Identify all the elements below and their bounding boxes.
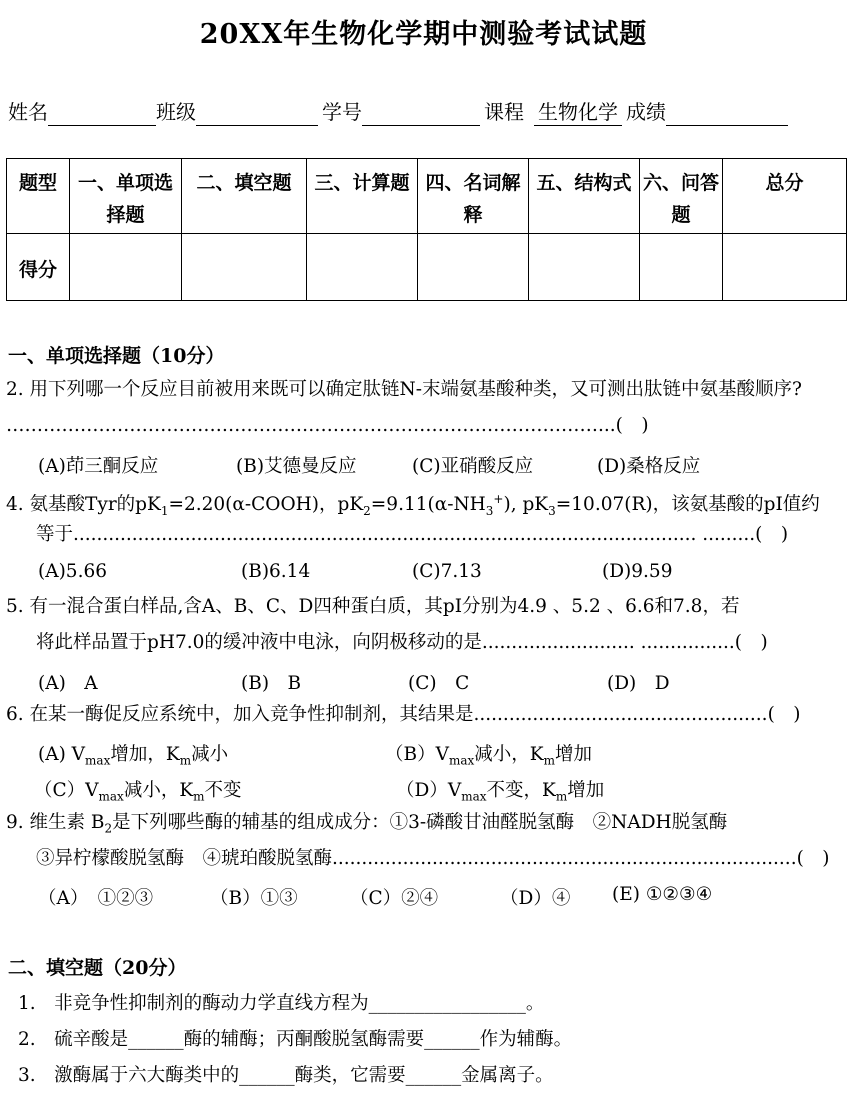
q6b-text: 增加 bbox=[555, 744, 593, 765]
q9-option-a[interactable]: （A） ①②③ bbox=[38, 888, 154, 909]
q4-text: =10.07(R)，该氨基酸的pI值约 bbox=[555, 494, 820, 516]
q4-sub: 2 bbox=[363, 503, 371, 518]
q6b-text: （B）V bbox=[385, 744, 449, 765]
q6c-text: 不变 bbox=[204, 780, 242, 801]
q5-option-a[interactable]: (A) A bbox=[38, 673, 98, 694]
q6c-sub: max bbox=[98, 789, 124, 804]
header-cell-total: 总分 bbox=[723, 159, 847, 234]
q5-option-c[interactable]: (C) C bbox=[408, 673, 470, 694]
q5-option-d[interactable]: (D) D bbox=[607, 673, 670, 694]
q9-sub: 2 bbox=[104, 821, 113, 836]
header-cell-terms: 四、名词解释 bbox=[418, 159, 529, 234]
fill-question-1: 1. 非竞争性抑制剂的酶动力学直线方程为_________________。 bbox=[18, 993, 545, 1014]
score-cell[interactable] bbox=[640, 234, 723, 301]
q9-text: 9. 维生素 B bbox=[6, 812, 105, 833]
question-9-line2: ③异柠檬酸脱氢酶 ④琥珀酸脱氢酶...............................................................................( ) bbox=[36, 848, 830, 869]
q6d-sub: m bbox=[555, 789, 568, 804]
q6c-text: 减小，K bbox=[123, 780, 194, 801]
q4-option-c[interactable]: (C)7.13 bbox=[412, 561, 482, 582]
q4-option-a[interactable]: (A)5.66 bbox=[38, 561, 107, 582]
question-2: 2. 用下列哪一个反应目前被用来既可以确定肽链N-末端氨基酸种类，又可测出肽链中氨基酸顺序? ……………………………………………………………………………………...( ) bbox=[6, 379, 802, 436]
question-5-line1: 5. 有一混合蛋白样品,含A、B、C、D四种蛋白质，其pI分别为4.9 、5.2 、6.6和7.8，若 bbox=[6, 596, 740, 617]
q6d-text: 增加 bbox=[567, 780, 605, 801]
q4-option-d[interactable]: (D)9.59 bbox=[602, 561, 673, 582]
q4-text: =2.20(α-COOH)，pK bbox=[168, 494, 364, 516]
header-cell-type: 题型 bbox=[7, 159, 70, 234]
q6b-sub: m bbox=[543, 753, 555, 768]
header-cell-fill: 二、填空题 bbox=[182, 159, 307, 234]
q6b-sub: max bbox=[448, 753, 475, 768]
header-cell-qa: 六、问答题 bbox=[640, 159, 723, 234]
q4-sub: 3 bbox=[548, 503, 556, 518]
id-label: 学号 bbox=[322, 100, 362, 124]
question-4-line2: 等于.......................................................................................................... .........( ) bbox=[36, 524, 789, 545]
q6c-text: （C）V bbox=[34, 780, 99, 801]
q4-text: =9.11(α-NH bbox=[370, 494, 486, 516]
q6-option-a[interactable] bbox=[38, 740, 228, 768]
q9-option-c[interactable]: （C）②④ bbox=[350, 888, 439, 909]
score-cell[interactable] bbox=[529, 234, 640, 301]
course-value: 生物化学 bbox=[534, 96, 622, 126]
header-cell-choice: 一、单项选择题 bbox=[70, 159, 182, 234]
score-cell[interactable] bbox=[70, 234, 182, 301]
q9-option-e[interactable]: (E) ①②③④ bbox=[612, 884, 713, 905]
score-label: 成绩 bbox=[626, 100, 666, 124]
score-cell[interactable] bbox=[182, 234, 307, 301]
header-cell-structure: 五、结构式 bbox=[529, 159, 640, 234]
q2-option-b[interactable]: (B)艾德曼反应 bbox=[236, 456, 357, 477]
score-table bbox=[6, 158, 847, 301]
student-info-row bbox=[8, 96, 843, 126]
name-blank[interactable] bbox=[48, 105, 156, 126]
header-cell-calc: 三、计算题 bbox=[307, 159, 418, 234]
exam-title: 20XX年生物化学期中测验考试试题 bbox=[199, 19, 648, 50]
q5-option-b[interactable]: (B) B bbox=[241, 673, 302, 694]
q4-sup: + bbox=[493, 492, 504, 506]
score-cell[interactable] bbox=[307, 234, 418, 301]
score-cell[interactable] bbox=[723, 234, 847, 301]
q2-option-a[interactable]: (A)茚三酮反应 bbox=[38, 456, 159, 477]
q4-sub: 3 bbox=[485, 503, 494, 518]
question-5-line2: 将此样品置于pH7.0的缓冲液中电泳，向阴极移动的是.......................... ................( ) bbox=[36, 632, 768, 653]
q6c-sub: m bbox=[193, 789, 205, 804]
section1-title: 一、单项选择题（10分） bbox=[8, 345, 225, 367]
q2-option-c[interactable]: (C)亚硝酸反应 bbox=[412, 456, 534, 477]
q6a-sub: m bbox=[179, 753, 192, 768]
section2-title: 二、填空题（20分） bbox=[8, 957, 187, 979]
q6a-text: 减小 bbox=[191, 744, 229, 765]
score-blank[interactable] bbox=[666, 105, 788, 126]
course-label: 课程 bbox=[484, 100, 524, 124]
q6d-sub: max bbox=[461, 789, 487, 804]
class-blank[interactable] bbox=[196, 105, 318, 126]
name-label: 姓名 bbox=[8, 100, 48, 124]
q2-option-d[interactable]: (D)桑格反应 bbox=[597, 456, 701, 477]
q6b-text: 减小，K bbox=[474, 744, 544, 765]
q6-option-b[interactable] bbox=[385, 740, 592, 768]
q6-option-c[interactable] bbox=[34, 776, 242, 804]
q4-text: ), pK bbox=[503, 494, 549, 516]
id-blank[interactable] bbox=[362, 105, 480, 126]
q6d-text: （D）V bbox=[396, 780, 462, 801]
q4-sub: 1 bbox=[160, 503, 169, 518]
fill-question-3: 3. 激酶属于六大酶类中的______酶类，它需要______金属离子。 bbox=[18, 1065, 554, 1086]
class-label: 班级 bbox=[156, 100, 196, 124]
q6a-sub: max bbox=[85, 753, 111, 768]
q6a-text: (A) V bbox=[38, 744, 86, 765]
fill-question-2: 2. 硫辛酸是______酶的辅酶；丙酮酸脱氢酶需要______作为辅酶。 bbox=[18, 1029, 573, 1050]
score-cell[interactable] bbox=[418, 234, 529, 301]
score-row-label: 得分 bbox=[7, 234, 70, 301]
q9-option-d[interactable]: （D）④ bbox=[500, 888, 571, 909]
q4-option-b[interactable]: (B)6.14 bbox=[241, 561, 311, 582]
score-table-score-row bbox=[7, 234, 847, 301]
q6a-text: 增加，K bbox=[110, 744, 180, 765]
q4-text: 4. 氨基酸Tyr的pK bbox=[6, 494, 161, 516]
q9-text: 是下列哪些酶的辅基的组成成分：①3-磷酸甘油醛脱氢酶 ②NADH脱氢酶 bbox=[112, 812, 728, 833]
question-6-line1: 6. 在某一酶促反应系统中，加入竞争性抑制剂，其结果是..................................................( ) bbox=[6, 704, 801, 725]
q9-option-b[interactable]: （B）①③ bbox=[210, 888, 298, 909]
q6-option-d[interactable] bbox=[396, 776, 604, 804]
q6d-text: 不变，K bbox=[486, 780, 556, 801]
score-table-header-row bbox=[7, 159, 847, 234]
